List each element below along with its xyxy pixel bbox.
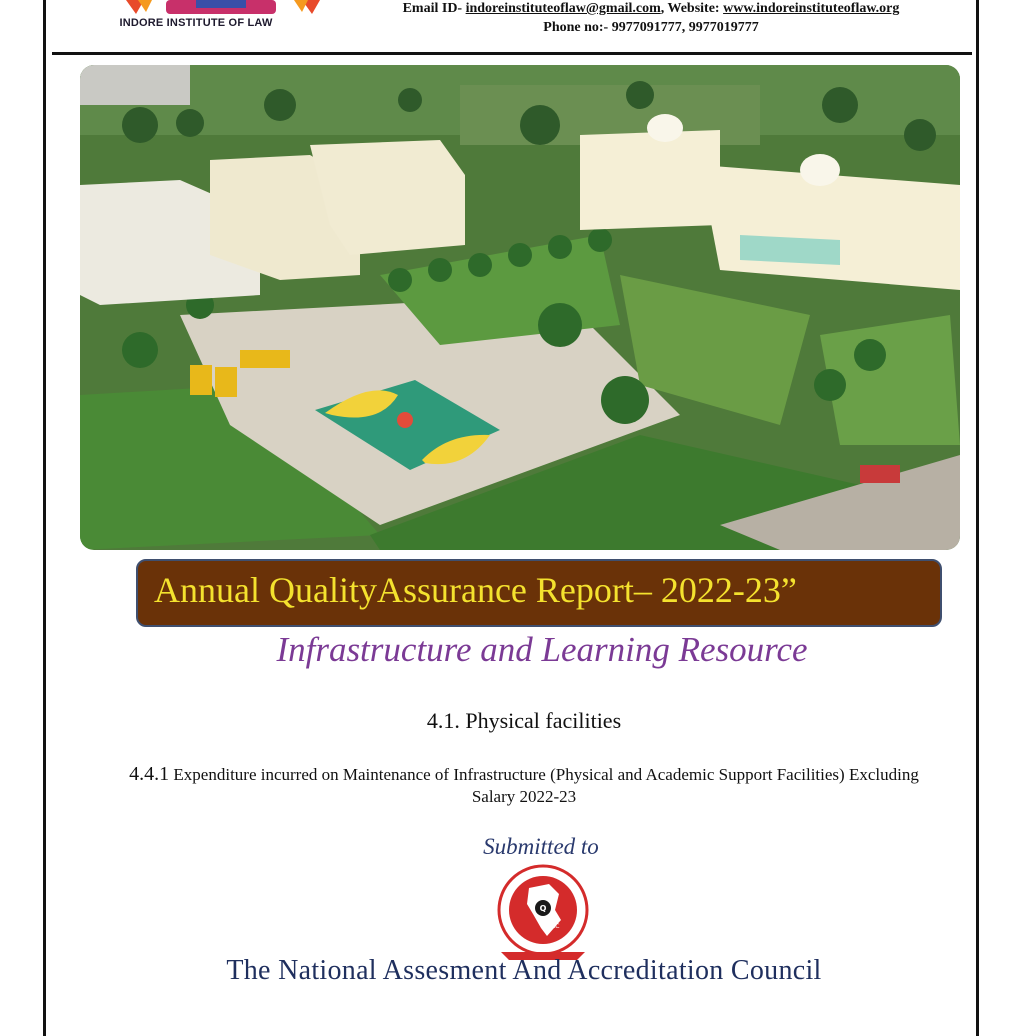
- criterion-text: Expenditure incurred on Maintenance of Infrastructure (Physical and Academic Support Facilities) Excluding Salary 2022-23: [173, 765, 919, 806]
- email-link[interactable]: indoreinstituteoflaw@gmail.com: [465, 1, 661, 16]
- svg-text:Q: Q: [539, 904, 547, 913]
- council-name: The National Assesment And Accreditation Council: [226, 955, 822, 986]
- email-label: Email ID-: [402, 1, 463, 16]
- logo-emblem-icon: [126, 0, 326, 18]
- naac-seal-icon: [493, 864, 593, 964]
- criterion-description: [120, 763, 928, 808]
- submitted-to-label: Submitted to: [483, 834, 599, 859]
- institute-logo: [106, 0, 286, 38]
- letterhead: [46, 0, 976, 55]
- email-website-line: [331, 0, 971, 18]
- criterion-number: 4.4.1: [129, 763, 170, 785]
- naac-logo: [493, 864, 593, 964]
- website-link[interactable]: www.indoreinstituteoflaw.org: [723, 1, 900, 16]
- report-title-banner: [136, 559, 942, 627]
- svg-text:NAAC: NAAC: [542, 923, 560, 930]
- section-heading: 4.1. Physical facilities: [426, 708, 622, 733]
- phone-line: Phone no:- 9977091777, 9977019777: [543, 20, 759, 35]
- report-title: Annual QualityAssurance Report– 2022-23”: [154, 570, 797, 610]
- header-divider: [52, 52, 972, 55]
- campus-aerial-photo: [80, 65, 960, 550]
- institute-name: INDORE INSTITUTE OF LAW: [119, 17, 273, 29]
- report-subtitle: Infrastructure and Learning Resource: [276, 630, 808, 669]
- contact-block: [331, 0, 971, 37]
- website-label: , Website:: [660, 1, 720, 16]
